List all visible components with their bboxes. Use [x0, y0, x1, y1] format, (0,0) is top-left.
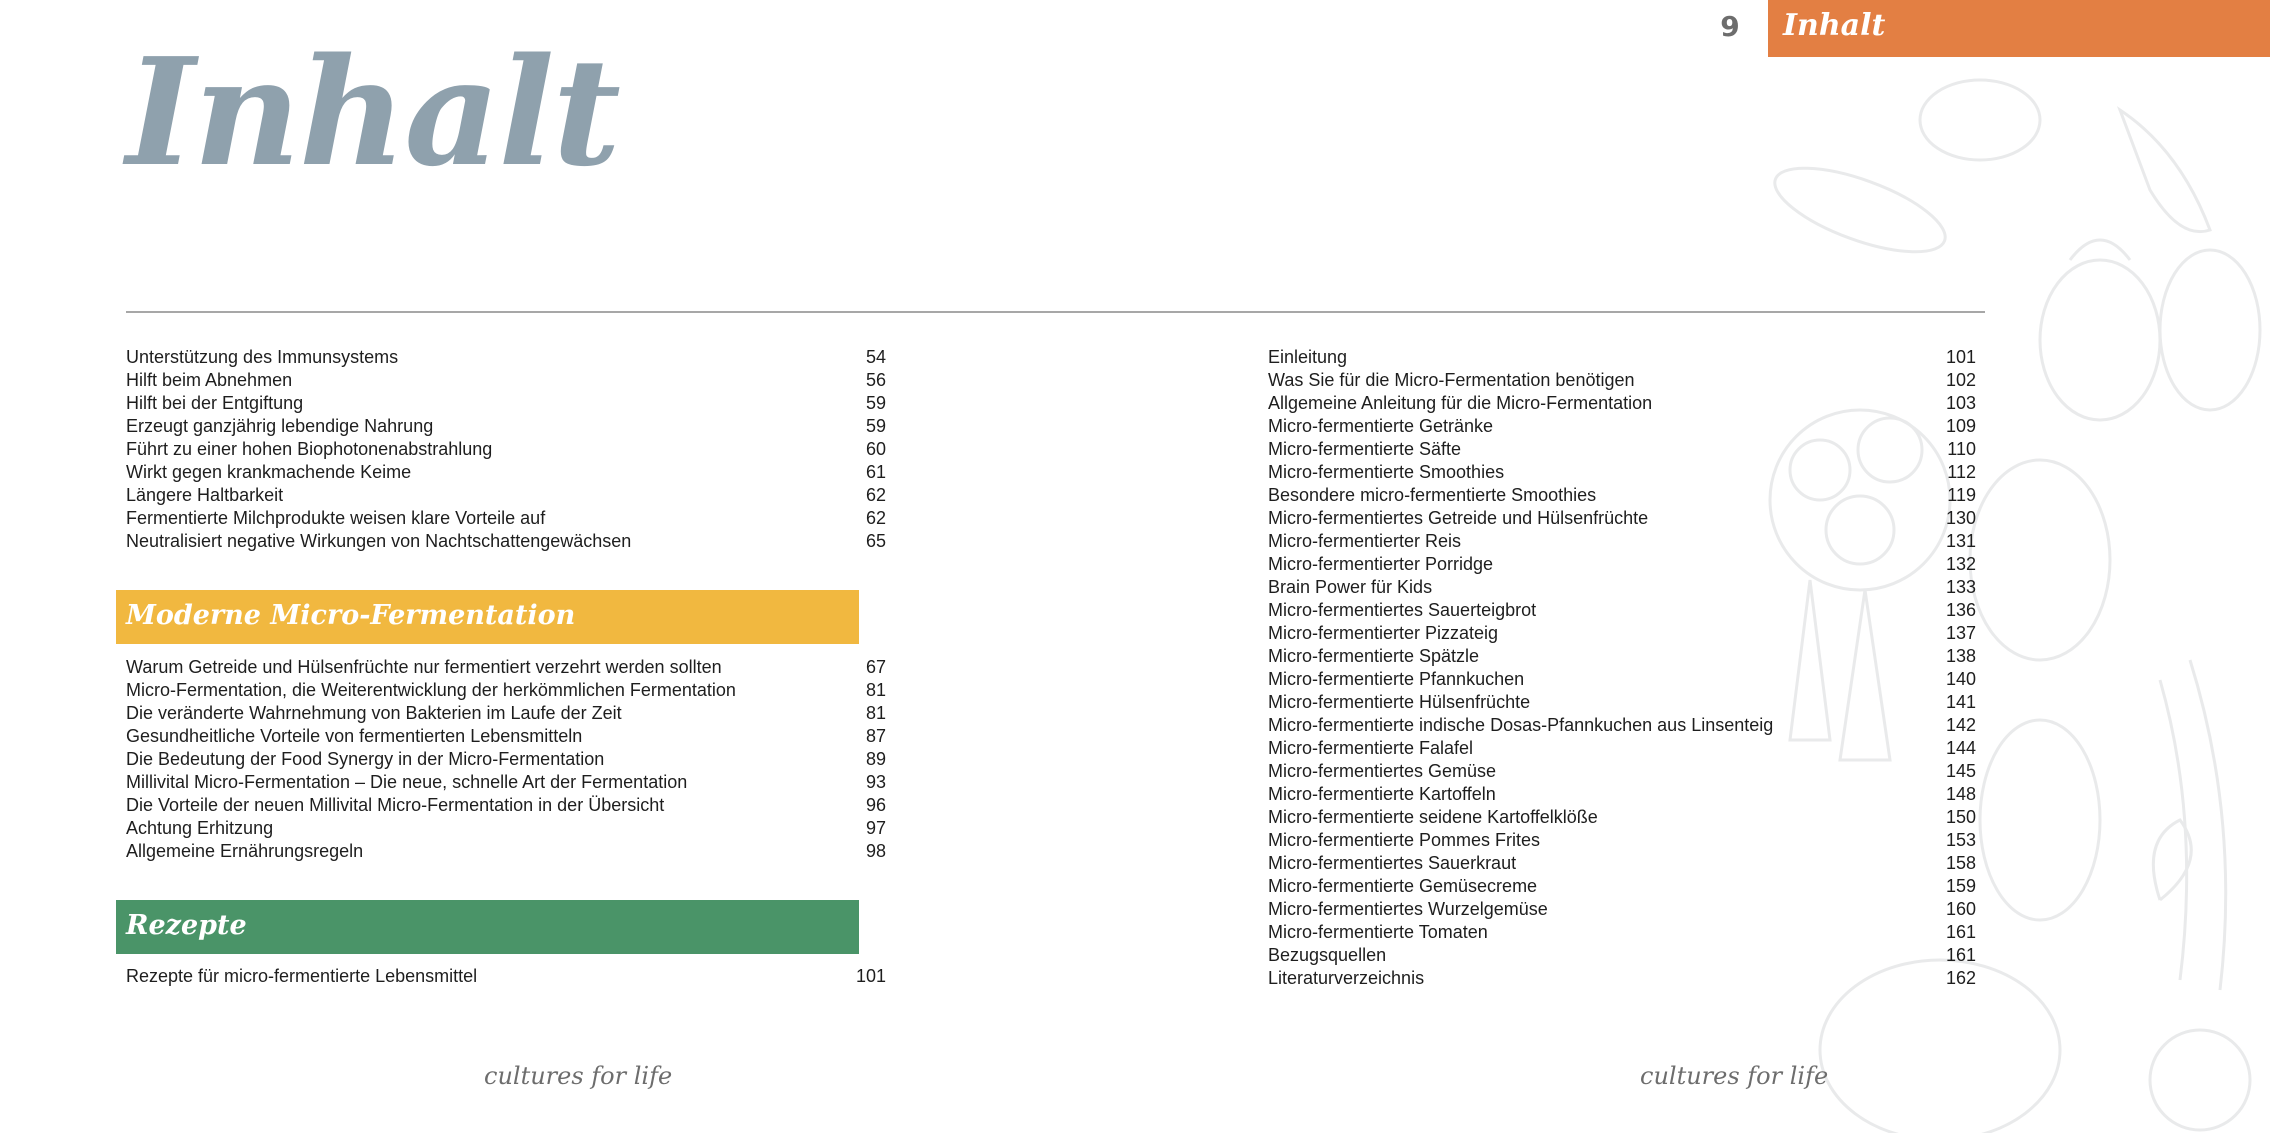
toc-entry-title: Micro-fermentiertes Gemüse — [1268, 761, 1497, 781]
toc-entry-page: 160 — [1945, 899, 1976, 919]
toc-entry-page: 119 — [1947, 485, 1976, 505]
toc-entry[interactable] — [126, 817, 886, 840]
toc-entry-page: 97 — [865, 818, 886, 838]
toc-entry[interactable] — [126, 461, 886, 484]
toc-entry-page: 81 — [865, 680, 886, 700]
toc-entry[interactable] — [1268, 921, 1988, 944]
toc-entry-page: 96 — [865, 795, 886, 815]
toc-entry-title: Literaturverzeichnis — [1268, 968, 1425, 988]
toc-entry-page: 101 — [1945, 347, 1976, 367]
toc-entry-page: 110 — [1947, 439, 1976, 459]
toc-entry-page: 65 — [865, 531, 886, 551]
toc-entry-title: Micro-fermentiertes Sauerteigbrot — [1268, 600, 1537, 620]
toc-entry-page: 59 — [865, 393, 886, 413]
section-band-label: Rezepte — [126, 910, 247, 941]
toc-entry[interactable] — [1268, 875, 1988, 898]
toc-entry-page: 59 — [865, 416, 886, 436]
toc-entry-title: Micro-fermentierte indische Dosas-Pfannkuchen aus Linsenteig — [1268, 715, 1774, 735]
toc-entry-page: 162 — [1945, 968, 1976, 988]
toc-entry-page: 161 — [1945, 922, 1976, 942]
toc-entry-page: 112 — [1947, 462, 1976, 482]
toc-right-column — [1268, 346, 1988, 990]
toc-entry-title: Micro-fermentierte Smoothies — [1268, 462, 1505, 482]
toc-entry-title: Micro-Fermentation, die Weiterentwicklung der herkömmlichen Fermentation — [126, 680, 736, 700]
section-band-label: Moderne Micro-Fermentation — [126, 600, 576, 631]
toc-left-section-1 — [126, 346, 886, 553]
toc-entry-title: Micro-fermentierte Pfannkuchen — [1268, 669, 1525, 689]
toc-entry-title: Micro-fermentierter Porridge — [1268, 554, 1494, 574]
toc-entry-page: 102 — [1945, 370, 1976, 390]
toc-entry[interactable] — [1268, 760, 1988, 783]
toc-entry-page: 140 — [1945, 669, 1976, 689]
toc-entry-page: 141 — [1945, 692, 1976, 712]
toc-entry-page: 89 — [865, 749, 886, 769]
toc-entry[interactable] — [126, 725, 886, 748]
toc-entry[interactable] — [126, 702, 886, 725]
toc-entry-page: 153 — [1945, 830, 1976, 850]
toc-entry-page: 142 — [1945, 715, 1976, 735]
toc-entry-title: Hilft bei der Entgiftung — [126, 393, 304, 413]
toc-entry-title: Micro-fermentierte Pommes Frites — [1268, 830, 1541, 850]
toc-entry-page: 132 — [1945, 554, 1976, 574]
toc-entry[interactable] — [126, 346, 886, 369]
footer-brand-right: cultures for life — [1640, 1062, 1829, 1090]
toc-entry[interactable] — [1268, 346, 1988, 369]
toc-entry[interactable] — [1268, 576, 1988, 599]
toc-entry-title: Die Vorteile der neuen Millivital Micro-Fermentation in der Übersicht — [126, 795, 665, 815]
toc-entry-title: Führt zu einer hohen Biophotonenabstrahlung — [126, 439, 493, 459]
toc-entry[interactable] — [126, 794, 886, 817]
toc-entry[interactable] — [1268, 438, 1988, 461]
section-tab — [1768, 0, 2270, 57]
toc-entry-page: 81 — [865, 703, 886, 723]
toc-entry-page: 158 — [1945, 853, 1976, 873]
toc-entry[interactable] — [126, 369, 886, 392]
toc-entry[interactable] — [126, 965, 886, 988]
toc-entry-title: Rezepte für micro-fermentierte Lebensmittel — [126, 966, 478, 986]
toc-entry-title: Fermentierte Milchprodukte weisen klare Vorteile auf — [126, 508, 546, 528]
toc-entry[interactable] — [1268, 530, 1988, 553]
toc-entry[interactable] — [1268, 484, 1988, 507]
toc-entry-title: Micro-fermentierter Reis — [1268, 531, 1462, 551]
toc-entry-title: Achtung Erhitzung — [126, 818, 274, 838]
toc-entry[interactable] — [1268, 852, 1988, 875]
toc-entry-page: 87 — [865, 726, 886, 746]
toc-entry-title: Unterstützung des Immunsystems — [126, 347, 399, 367]
toc-entry-page: 148 — [1945, 784, 1976, 804]
toc-entry[interactable] — [1268, 806, 1988, 829]
toc-entry[interactable] — [1268, 714, 1988, 737]
toc-entry-title: Micro-fermentiertes Getreide und Hülsenfrüchte — [1268, 508, 1649, 528]
toc-entry[interactable] — [1268, 461, 1988, 484]
section-band-rezepte — [116, 900, 859, 954]
toc-entry-title: Bezugsquellen — [1268, 945, 1387, 965]
toc-entry[interactable] — [1268, 668, 1988, 691]
toc-entry-page: 161 — [1945, 945, 1976, 965]
footer-brand-left: cultures for life — [484, 1062, 673, 1090]
toc-entry-page: 93 — [865, 772, 886, 792]
toc-entry[interactable] — [126, 392, 886, 415]
toc-entry-title: Neutralisiert negative Wirkungen von Nachtschattengewächsen — [126, 531, 632, 551]
toc-entry[interactable] — [1268, 392, 1988, 415]
toc-entry[interactable] — [1268, 967, 1988, 990]
toc-entry[interactable] — [1268, 829, 1988, 852]
toc-entry-page: 101 — [855, 966, 886, 986]
toc-entry-title: Micro-fermentiertes Sauerkraut — [1268, 853, 1517, 873]
toc-entry-page: 61 — [865, 462, 886, 482]
toc-entry-page: 144 — [1945, 738, 1976, 758]
toc-entry[interactable] — [1268, 507, 1988, 530]
toc-entry-page: 60 — [865, 439, 886, 459]
toc-entry-page: 159 — [1945, 876, 1976, 896]
toc-entry-title: Warum Getreide und Hülsenfrüchte nur fermentiert verzehrt werden sollten — [126, 657, 722, 677]
toc-entry-page: 67 — [865, 657, 886, 677]
toc-entry[interactable] — [1268, 553, 1988, 576]
toc-entry-title: Micro-fermentierte seidene Kartoffelklöße — [1268, 807, 1598, 827]
toc-entry-title: Erzeugt ganzjährig lebendige Nahrung — [126, 416, 434, 436]
toc-entry-title: Micro-fermentierte Tomaten — [1268, 922, 1488, 942]
toc-entry-title: Was Sie für die Micro-Fermentation benötigen — [1268, 370, 1635, 390]
toc-entry[interactable] — [1268, 369, 1988, 392]
toc-entry[interactable] — [1268, 599, 1988, 622]
toc-entry-title: Hilft beim Abnehmen — [126, 370, 293, 390]
toc-entry-page: 62 — [865, 485, 886, 505]
toc-entry-page: 145 — [1945, 761, 1976, 781]
toc-entry-title: Micro-fermentierter Pizzateig — [1268, 623, 1499, 643]
toc-entry-page: 109 — [1945, 416, 1976, 436]
toc-entry-title: Brain Power für Kids — [1268, 577, 1433, 597]
toc-entry[interactable] — [126, 840, 886, 863]
toc-entry-page: 62 — [865, 508, 886, 528]
toc-entry[interactable] — [1268, 783, 1988, 806]
toc-entry[interactable] — [1268, 737, 1988, 760]
page-title: Inhalt — [126, 25, 619, 199]
toc-entry[interactable] — [126, 484, 886, 507]
toc-entry-title: Micro-fermentierte Getränke — [1268, 416, 1494, 436]
toc-entry-page: 131 — [1945, 531, 1976, 551]
toc-entry-page: 150 — [1945, 807, 1976, 827]
toc-entry-title: Micro-fermentierte Gemüsecreme — [1268, 876, 1538, 896]
toc-entry-title: Micro-fermentierte Säfte — [1268, 439, 1462, 459]
toc-entry-title: Längere Haltbarkeit — [126, 485, 284, 505]
page-number: 9 — [1720, 10, 1740, 43]
divider-line — [126, 311, 1985, 313]
toc-entry-page: 138 — [1945, 646, 1976, 666]
toc-entry-title: Micro-fermentierte Kartoffeln — [1268, 784, 1496, 804]
toc-entry-title: Micro-fermentierte Hülsenfrüchte — [1268, 692, 1531, 712]
toc-entry[interactable] — [126, 771, 886, 794]
toc-entry-title: Gesundheitliche Vorteile von fermentierten Lebensmitteln — [126, 726, 583, 746]
toc-entry-title: Micro-fermentierte Spätzle — [1268, 646, 1480, 666]
toc-entry-page: 54 — [865, 347, 886, 367]
toc-entry-page: 98 — [865, 841, 886, 861]
toc-entry-title: Micro-fermentiertes Wurzelgemüse — [1268, 899, 1548, 919]
toc-entry-title: Allgemeine Ernährungsregeln — [126, 841, 364, 861]
toc-entry[interactable] — [1268, 691, 1988, 714]
toc-left-section-3 — [126, 965, 886, 988]
section-band-moderne — [116, 590, 859, 644]
toc-entry-title: Einleitung — [1268, 347, 1348, 367]
toc-entry-title: Die veränderte Wahrnehmung von Bakterien im Laufe der Zeit — [126, 703, 622, 723]
toc-entry[interactable] — [1268, 622, 1988, 645]
toc-entry[interactable] — [126, 438, 886, 461]
toc-entry[interactable] — [1268, 898, 1988, 921]
toc-entry[interactable] — [126, 507, 886, 530]
toc-entry-page: 137 — [1945, 623, 1976, 643]
section-tab-label: Inhalt — [1783, 8, 1886, 43]
toc-entry-page: 56 — [865, 370, 886, 390]
toc-entry-title: Micro-fermentierte Falafel — [1268, 738, 1474, 758]
toc-entry[interactable] — [126, 679, 886, 702]
toc-entry-title: Millivital Micro-Fermentation – Die neue, schnelle Art der Fermentation — [126, 772, 688, 792]
toc-entry[interactable] — [126, 748, 886, 771]
toc-entry[interactable] — [126, 656, 886, 679]
toc-entry-title: Die Bedeutung der Food Synergy in der Micro-Fermentation — [126, 749, 605, 769]
toc-entry-page: 133 — [1945, 577, 1976, 597]
toc-entry[interactable] — [126, 415, 886, 438]
toc-entry[interactable] — [1268, 415, 1988, 438]
toc-entry-title: Wirkt gegen krankmachende Keime — [126, 462, 412, 482]
toc-entry[interactable] — [126, 530, 886, 553]
toc-entry-page: 103 — [1945, 393, 1976, 413]
toc-entry[interactable] — [1268, 645, 1988, 668]
toc-left-section-2 — [126, 656, 886, 863]
toc-entry-title: Allgemeine Anleitung für die Micro-Fermentation — [1268, 393, 1653, 413]
toc-entry-page: 130 — [1945, 508, 1976, 528]
toc-entry[interactable] — [1268, 944, 1988, 967]
toc-entry-title: Besondere micro-fermentierte Smoothies — [1268, 485, 1597, 505]
toc-entry-page: 136 — [1945, 600, 1976, 620]
